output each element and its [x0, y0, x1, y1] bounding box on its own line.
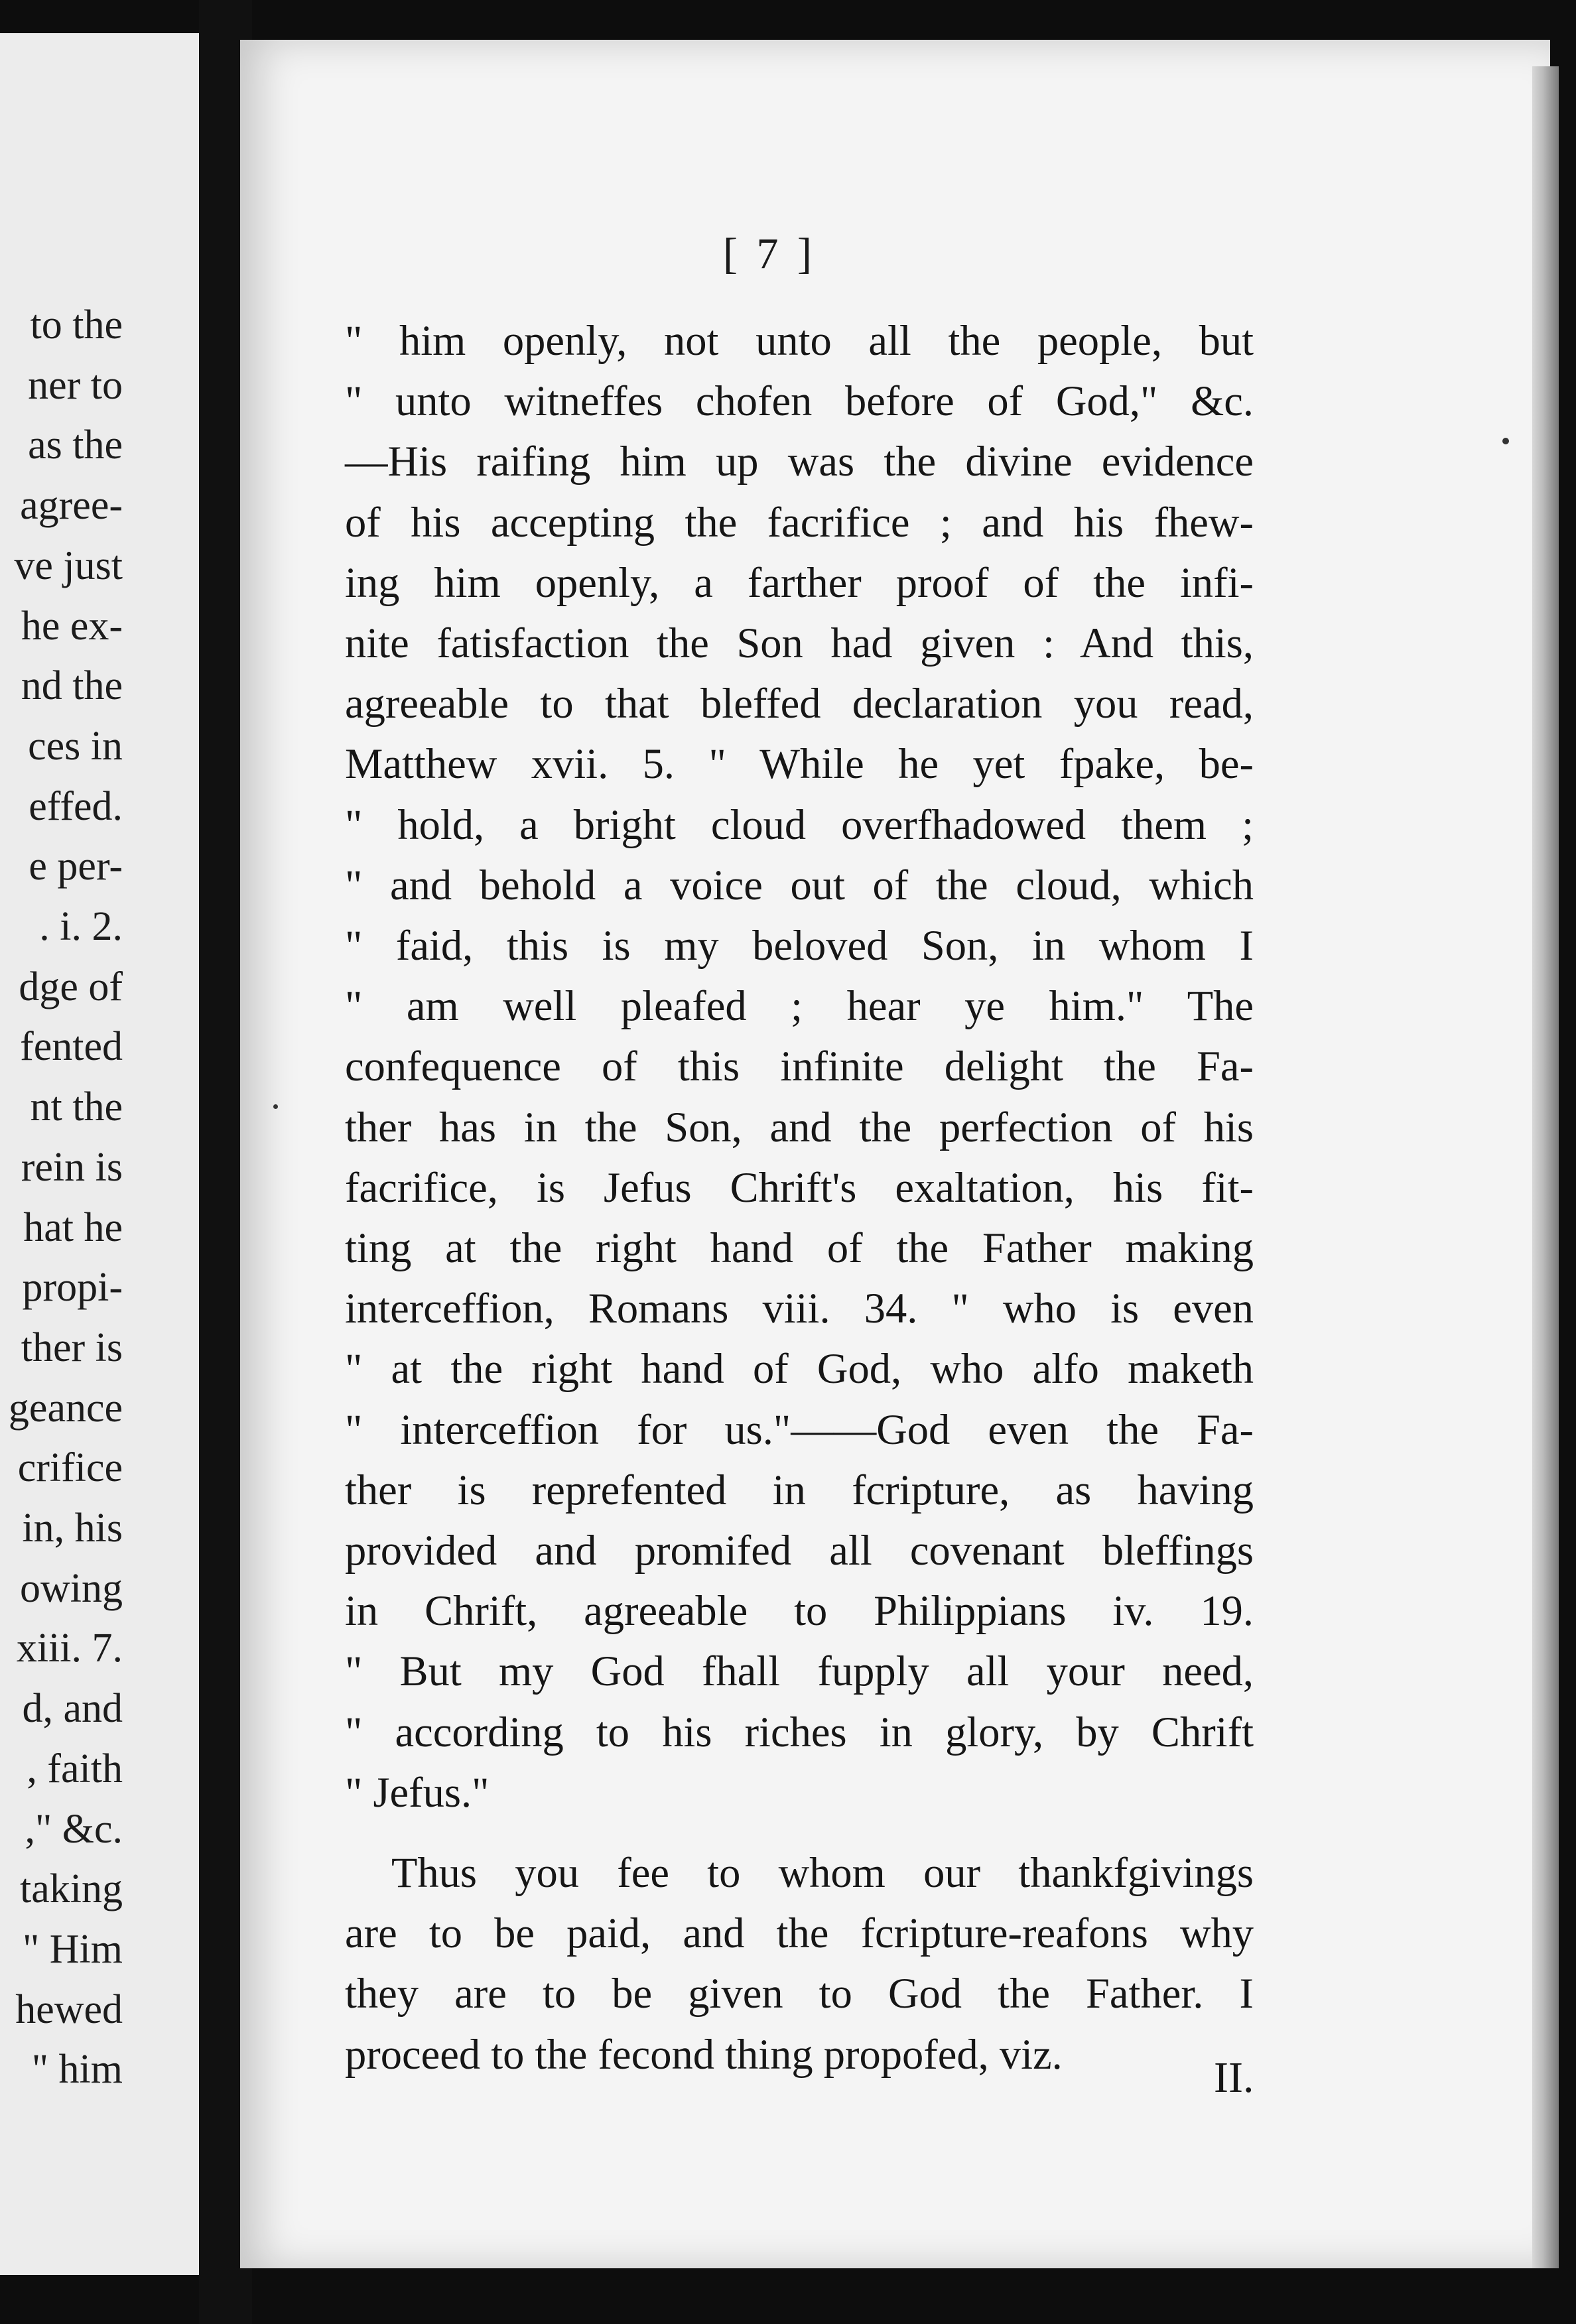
left-page-line: nd the: [21, 663, 123, 709]
left-page-line: ," &c.: [25, 1806, 123, 1852]
text-line: " am well pleafed ; hear ye him." The: [345, 982, 1254, 1030]
text-line: —His raifing him up was the divine evidence: [345, 438, 1254, 485]
left-page-line: nt the: [30, 1084, 123, 1130]
left-page-line: " Him: [22, 1926, 123, 1972]
paragraph-gap: [345, 1823, 1254, 1842]
text-line: " Jefus.": [345, 1768, 490, 1816]
left-page-line: geance: [8, 1385, 123, 1431]
left-page-line: dge of: [19, 964, 123, 1009]
text-line: nite fatisfaction the Son had given : And this,: [345, 619, 1254, 667]
left-page-line: hewed: [15, 1986, 123, 2032]
text-line: Thus you fee to whom our thankfgivings: [391, 1849, 1254, 1897]
text-line: " But my God fhall fupply all your need,: [345, 1647, 1254, 1695]
text-line: " hold, a bright cloud overfhadowed them ;: [345, 801, 1254, 848]
text-line: confequence of this infinite delight the Fa-: [345, 1043, 1254, 1090]
left-page-line: rein is: [21, 1144, 123, 1190]
left-page-line: e per-: [29, 844, 123, 889]
page-body: [345, 310, 1254, 2085]
catchword: II.: [1214, 2053, 1254, 2102]
page-number: [ 7 ]: [723, 229, 816, 278]
text-line: ing him openly, a farther proof of the infi-: [345, 558, 1254, 606]
text-line: " unto witneffes chofen before of God," &c.: [345, 377, 1254, 425]
left-page-line: ther is: [21, 1324, 123, 1370]
text-line: " interceffion for us."——God even the Fa-: [345, 1405, 1254, 1453]
text-line: facrifice, is Jefus Chrift's exaltation, his fit-: [345, 1163, 1254, 1211]
left-page-line: taking: [20, 1866, 123, 1912]
left-page-line: ces in: [28, 723, 123, 769]
left-page-line: propi-: [22, 1265, 123, 1311]
left-page-line: xiii. 7.: [16, 1626, 123, 1671]
text-line: " him openly, not unto all the people, but: [345, 317, 1254, 364]
left-page-line: as the: [28, 422, 123, 468]
left-page-text: [9, 295, 123, 2100]
left-page-line: " him: [31, 2047, 123, 2093]
text-line: provided and promifed all covenant bleffings: [345, 1527, 1254, 1575]
left-page-line: , faith: [27, 1746, 123, 1791]
left-page-line: agree-: [20, 483, 123, 529]
left-page-line: . i. 2.: [39, 904, 123, 950]
text-line: interceffion, Romans viii. 34. " who is even: [345, 1285, 1254, 1332]
text-line: " according to his riches in glory, by Chrift: [345, 1708, 1254, 1756]
left-page-line: owing: [20, 1565, 123, 1611]
left-page-line: hat he: [23, 1204, 123, 1250]
ink-speck: [1502, 438, 1509, 444]
left-page-line: to the: [30, 302, 123, 348]
left-page-line: ve just: [14, 543, 123, 588]
text-line: proceed to the fecond thing propofed, viz.: [345, 2030, 1063, 2078]
left-page-line: effed.: [29, 783, 123, 829]
text-line: " and behold a voice out of the cloud, which: [345, 861, 1254, 909]
text-line: ther has in the Son, and the perfection of his: [345, 1103, 1254, 1151]
left-page: [0, 33, 199, 2275]
text-line: ting at the right hand of the Father making: [345, 1224, 1254, 1272]
ink-speck: [273, 1104, 278, 1109]
left-page-line: he ex-: [21, 603, 123, 649]
text-line: " at the right hand of God, who alfo maketh: [345, 1345, 1254, 1393]
text-line: Matthew xvii. 5. " While he yet fpake, be-: [345, 740, 1254, 788]
text-line: of his accepting the facrifice ; and his fhew-: [345, 498, 1254, 546]
text-line: " faid, this is my beloved Son, in whom I: [345, 922, 1254, 970]
left-page-line: crifice: [17, 1445, 123, 1491]
left-page-line: d, and: [22, 1686, 123, 1732]
left-page-line: ner to: [28, 362, 123, 408]
left-page-line: in, his: [22, 1506, 123, 1551]
text-line: they are to be given to God the Father. I: [345, 1970, 1254, 2018]
text-line: are to be paid, and the fcripture-reafons why: [345, 1909, 1254, 1957]
text-line: agreeable to that bleffed declaration you read,: [345, 680, 1254, 728]
text-line: in Chrift, agreeable to Philippians iv. 19.: [345, 1587, 1254, 1635]
text-line: ther is reprefented in fcripture, as having: [345, 1466, 1254, 1514]
page-edge: [1532, 66, 1559, 2268]
left-page-line: fented: [20, 1024, 123, 1070]
